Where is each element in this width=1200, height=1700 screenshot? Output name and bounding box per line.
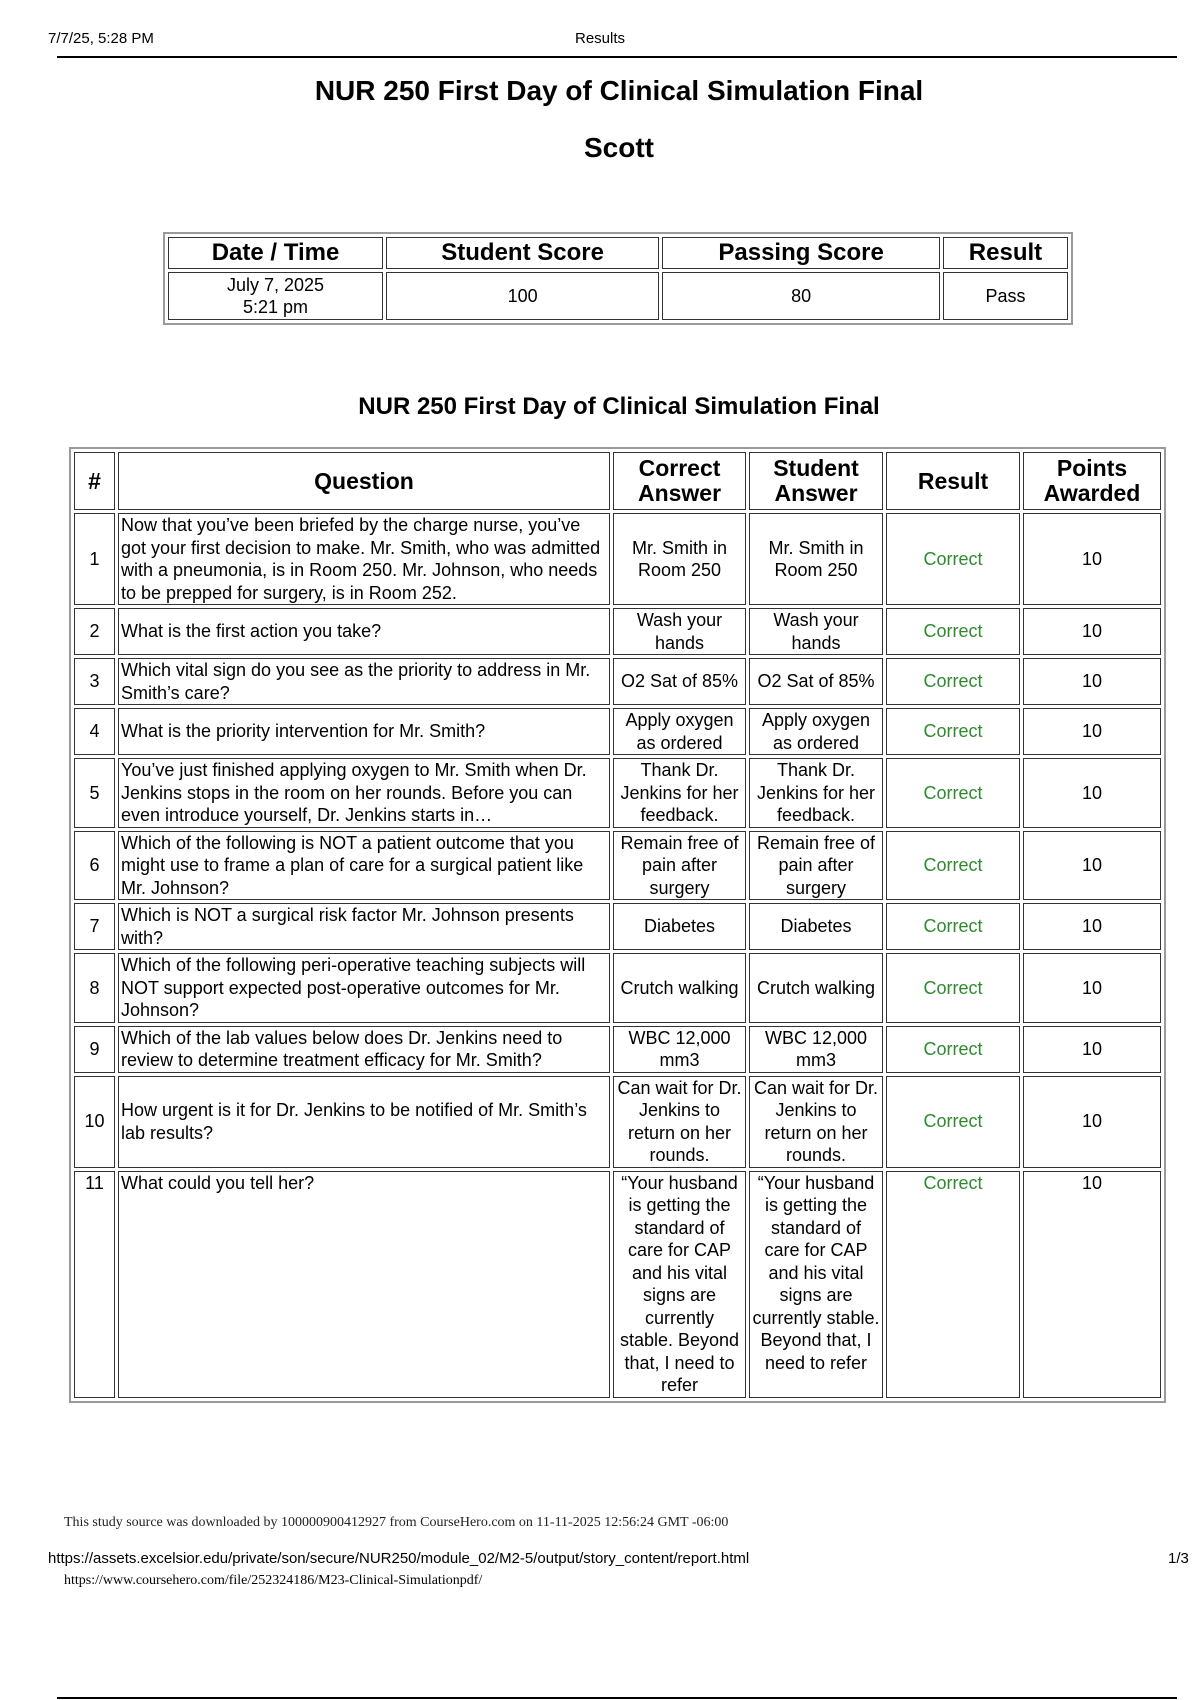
summary-passing-score: 80 — [662, 272, 940, 320]
row-points: 10 — [1023, 1076, 1161, 1168]
results-table-container — [69, 447, 1166, 1542]
header-points-line1: Points — [1056, 455, 1128, 481]
row-question: Which of the lab values below does Dr. Jenkins need to review to determine treatment efficacy for Mr. Smith? — [118, 1026, 610, 1073]
row-correct-answer: Crutch walking — [613, 953, 746, 1023]
row-result: Correct — [886, 903, 1020, 950]
row-student-answer: Mr. Smith in Room 250 — [749, 513, 883, 605]
table-row — [74, 1076, 1161, 1168]
summary-result: Pass — [943, 272, 1068, 320]
row-num: 9 — [74, 1026, 115, 1073]
row-student-answer: Remain free of pain after surgery — [749, 831, 883, 901]
row-correct-answer: Apply oxygen as ordered — [613, 708, 746, 755]
results-header-row — [74, 452, 1161, 510]
row-question: What is the first action you take? — [118, 608, 610, 655]
row-points: 10 — [1023, 831, 1161, 901]
download-watermark: This study source was downloaded by 100000900412927 from CourseHero.com on 11-11-2025 12:56:24 GMT -06:00 — [64, 1515, 729, 1530]
header-student-answer — [749, 452, 883, 510]
summary-header-date: Date / Time — [168, 237, 383, 269]
row-num: 3 — [74, 658, 115, 705]
student-name: Scott — [584, 132, 654, 163]
row-result: Correct — [886, 1171, 1020, 1398]
row-correct-answer: WBC 12,000 mm3 — [613, 1026, 746, 1073]
row-question: Which vital sign do you see as the priority to address in Mr. Smith’s care? — [118, 658, 610, 705]
row-result: Correct — [886, 953, 1020, 1023]
row-points: 10 — [1023, 658, 1161, 705]
summary-datetime — [168, 272, 383, 320]
row-num: 1 — [74, 513, 115, 605]
row-result: Correct — [886, 513, 1020, 605]
row-student-answer: Apply oxygen as ordered — [749, 708, 883, 755]
header-correct-answer — [613, 452, 746, 510]
row-student-answer: Diabetes — [749, 903, 883, 950]
row-num: 4 — [74, 708, 115, 755]
row-correct-answer: Thank Dr. Jenkins for her feedback. — [613, 758, 746, 828]
header-rule — [57, 56, 1177, 58]
row-result: Correct — [886, 831, 1020, 901]
row-num: 11 — [74, 1171, 115, 1398]
results-title: NUR 250 First Day of Clinical Simulation Final — [358, 393, 880, 420]
summary-header-result: Result — [943, 237, 1068, 269]
row-student-answer: Wash your hands — [749, 608, 883, 655]
table-row — [74, 1026, 1161, 1073]
table-row — [74, 658, 1161, 705]
row-result: Correct — [886, 758, 1020, 828]
row-num: 6 — [74, 831, 115, 901]
row-result: Correct — [886, 608, 1020, 655]
row-points: 10 — [1023, 513, 1161, 605]
row-correct-answer: Remain free of pain after surgery — [613, 831, 746, 901]
summary-student-score: 100 — [386, 272, 659, 320]
header-num: # — [74, 452, 115, 510]
summary-table — [163, 232, 1073, 325]
row-correct-answer: Diabetes — [613, 903, 746, 950]
row-correct-answer: O2 Sat of 85% — [613, 658, 746, 705]
row-question: Which of the following peri-operative teaching subjects will NOT support expected post-operative outcomes for Mr. Johnson? — [118, 953, 610, 1023]
header-correct-line1: Correct — [638, 455, 721, 481]
page-number: 1/3 — [1168, 1550, 1189, 1567]
row-correct-answer: Can wait for Dr. Jenkins to return on her rounds. — [613, 1076, 746, 1168]
row-correct-answer: Mr. Smith in Room 250 — [613, 513, 746, 605]
row-question: You’ve just finished applying oxygen to Mr. Smith when Dr. Jenkins stops in the room on her rounds. Before you can even introduce yourself, Dr. Jenkins starts in… — [118, 758, 610, 828]
row-student-answer: “Your husband is getting the standard of care for CAP and his vital signs are currently stable. Beyond that, I need to refer — [749, 1171, 883, 1398]
row-num: 7 — [74, 903, 115, 950]
table-row — [74, 513, 1161, 605]
row-points: 10 — [1023, 758, 1161, 828]
row-result: Correct — [886, 1076, 1020, 1168]
table-row — [74, 708, 1161, 755]
table-row — [74, 903, 1161, 950]
results-table — [69, 447, 1166, 1403]
source-url: https://www.coursehero.com/file/252324186/M23-Clinical-Simulationpdf/ — [64, 1573, 483, 1588]
page-title: NUR 250 First Day of Clinical Simulation Final — [314, 75, 924, 106]
header-points-line2: Awarded — [1043, 480, 1141, 506]
header-question: Question — [118, 452, 610, 510]
results-body — [74, 513, 1161, 1398]
print-page-title: Results — [574, 30, 626, 47]
row-student-answer: O2 Sat of 85% — [749, 658, 883, 705]
print-timestamp: 7/7/25, 5:28 PM — [48, 30, 154, 47]
row-points: 10 — [1023, 953, 1161, 1023]
summary-header-passing-score: Passing Score — [662, 237, 940, 269]
table-row — [74, 1171, 1161, 1398]
row-points: 10 — [1023, 903, 1161, 950]
row-result: Correct — [886, 1026, 1020, 1073]
row-student-answer: Thank Dr. Jenkins for her feedback. — [749, 758, 883, 828]
header-student-line2: Answer — [774, 480, 858, 506]
row-num: 5 — [74, 758, 115, 828]
summary-header-row — [168, 237, 1068, 269]
table-row — [74, 608, 1161, 655]
footer-rule — [57, 1697, 1177, 1699]
row-question: How urgent is it for Dr. Jenkins to be notified of Mr. Smith’s lab results? — [118, 1076, 610, 1168]
row-num: 10 — [74, 1076, 115, 1168]
row-student-answer: WBC 12,000 mm3 — [749, 1026, 883, 1073]
row-num: 2 — [74, 608, 115, 655]
row-correct-answer: “Your husband is getting the standard of care for CAP and his vital signs are currently stable. Beyond that, I need to refer — [613, 1171, 746, 1398]
table-row — [74, 758, 1161, 828]
row-question: Which of the following is NOT a patient outcome that you might use to frame a plan of care for a surgical patient like Mr. Johnson? — [118, 831, 610, 901]
row-question: Which is NOT a surgical risk factor Mr. Johnson presents with? — [118, 903, 610, 950]
row-points: 10 — [1023, 708, 1161, 755]
page-url: https://assets.excelsior.edu/private/son/secure/NUR250/module_02/M2-5/output/story_content/report.html — [48, 1550, 750, 1567]
table-row — [74, 831, 1161, 901]
summary-header-student-score: Student Score — [386, 237, 659, 269]
print-header — [48, 30, 1152, 50]
header-correct-line2: Answer — [637, 480, 722, 506]
row-points: 10 — [1023, 1171, 1161, 1398]
row-question: Now that you’ve been briefed by the charge nurse, you’ve got your first decision to make. Mr. Smith, who was admitted with a pneumonia, is in Room 250. Mr. Johnson, who needs to be prepped for surgery, is in Room 252. — [118, 513, 610, 605]
table-row — [74, 953, 1161, 1023]
summary-date: July 7, 2025 — [226, 275, 325, 295]
header-result: Result — [886, 452, 1020, 510]
header-points — [1023, 452, 1161, 510]
row-student-answer: Can wait for Dr. Jenkins to return on her rounds. — [749, 1076, 883, 1168]
row-points: 10 — [1023, 608, 1161, 655]
row-points: 10 — [1023, 1026, 1161, 1073]
row-result: Correct — [886, 708, 1020, 755]
row-num: 8 — [74, 953, 115, 1023]
row-correct-answer: Wash your hands — [613, 608, 746, 655]
row-student-answer: Crutch walking — [749, 953, 883, 1023]
row-result: Correct — [886, 658, 1020, 705]
row-question: What could you tell her? — [118, 1171, 610, 1398]
summary-time: 5:21 pm — [242, 297, 309, 317]
row-question: What is the priority intervention for Mr. Smith? — [118, 708, 610, 755]
summary-row — [168, 272, 1068, 320]
header-student-line1: Student — [773, 455, 859, 481]
